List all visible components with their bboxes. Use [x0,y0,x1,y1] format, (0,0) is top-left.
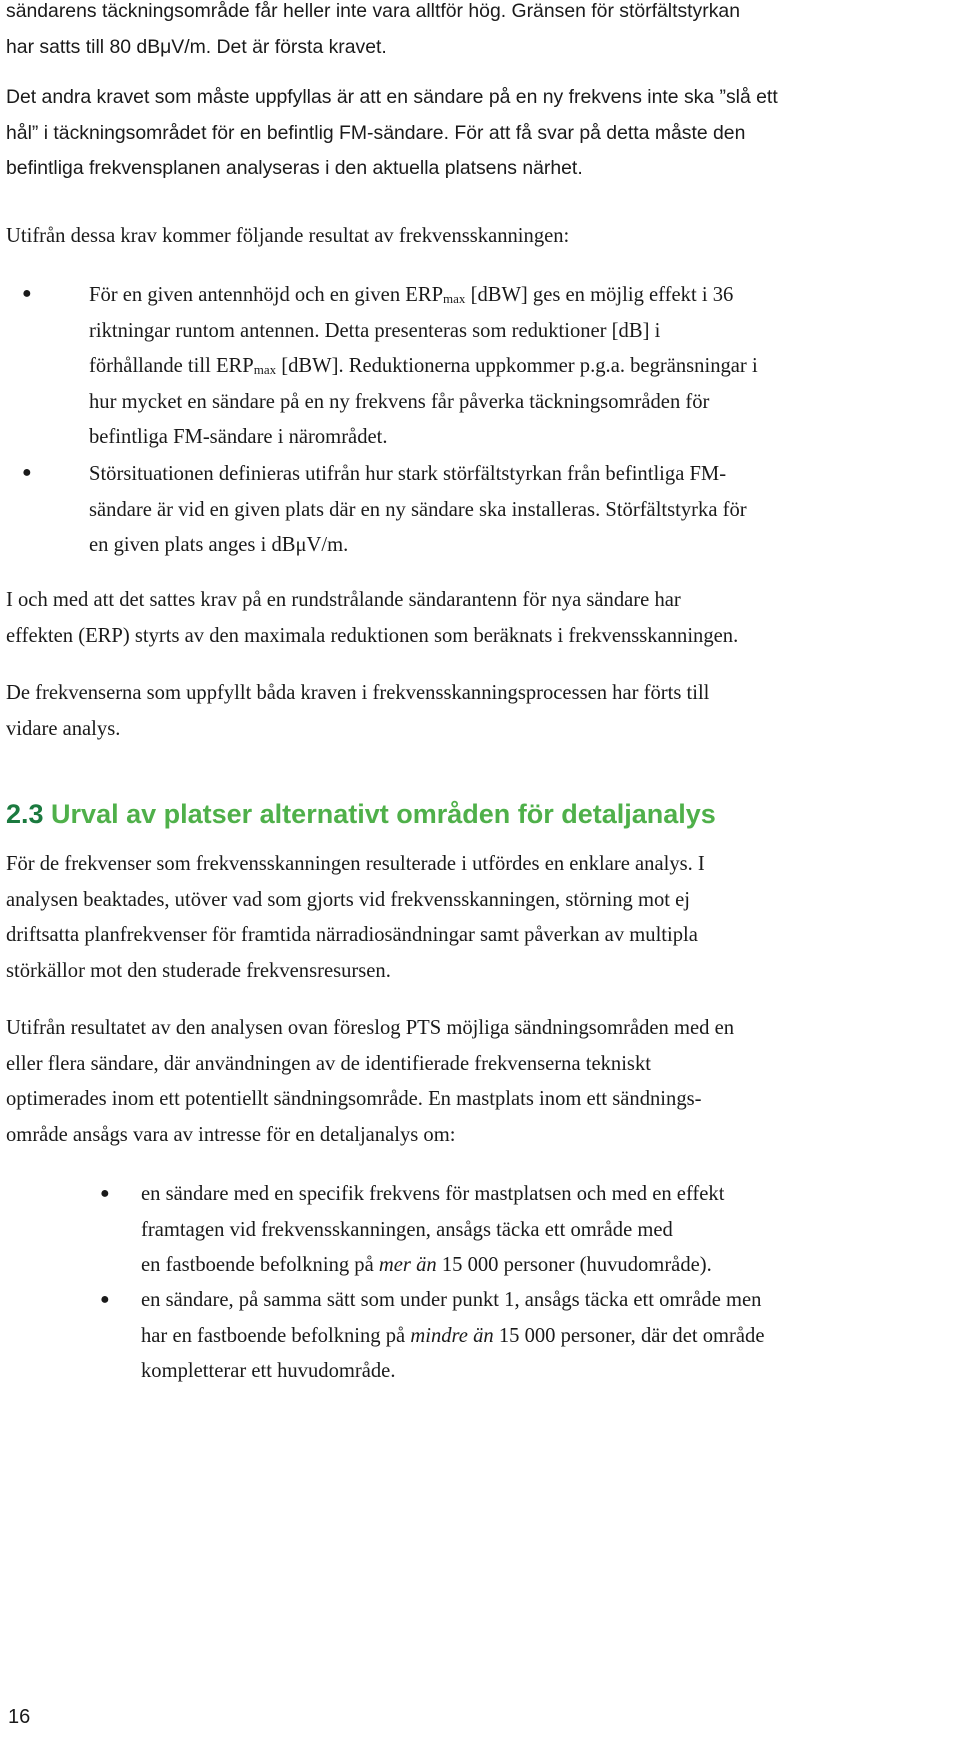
bullet-icon: ● [22,285,32,302]
list2-item2-line1: en sändare, på samma sätt som under punkt 1, ansågs täcka ett område men [141,1289,762,1311]
section-number: 2.3 [6,799,44,829]
p5-line-2: vidare analys. [6,717,121,740]
paragraph-7 [6,1011,941,1153]
erp-subscript: max [443,291,466,306]
bullet-icon: ● [100,1291,110,1308]
list1-item2-line3: en given plats anges i dBμV/m. [89,534,349,557]
paragraph-2 [6,80,941,187]
list2-item-2 [141,1283,941,1390]
p5-line-1: De frekvenserna som uppfyllt båda kraven i frekvensskanningsprocessen har förts till [6,682,710,704]
paragraph-1 [6,0,941,65]
list1-item1-line3b: [dBW]. Reduktionerna uppkommer p.g.a. begränsningar i [276,355,758,378]
p7-line-1: Utifrån resultatet av den analysen ovan föreslog PTS möjliga sändningsområden med en [6,1017,735,1039]
list2-item1-line1: en sändare med en specifik frekvens för mastplatsen och med en effekt [141,1183,725,1205]
paragraph-5 [6,676,941,747]
p1-line-1: sändarens täckningsområde får heller inte vara alltför hög. Gränsen för störfältstyrkan [6,0,740,22]
list1-item2-line1: Störsituationen definieras utifrån hur stark störfältstyrkan från befintliga FM- [89,463,727,485]
list2-item1-line2: framtagen vid frekvensskanningen, ansågs täcka ett område med [141,1218,673,1241]
list1-item2-line2: sändare är vid en given plats där en ny sändare ska installeras. Störfältstyrka för [89,498,747,521]
paragraph-3: Utifrån dessa krav kommer följande resultat av frekvensskanningen: [6,225,570,247]
p6-line-4: störkällor mot den studerade frekvensresursen. [6,959,391,982]
list1-item1-line2: riktningar runtom antennen. Detta presenteras som reduktioner [dB] i [89,319,661,342]
p7-line-3: optimerades inom ett potentiellt sändningsområde. En mastplats inom ett sändnings- [6,1088,702,1111]
erp-subscript: max [253,362,277,378]
p1-line-2: har satts till 80 dBμV/m. Det är första kravet. [6,35,387,58]
p7-line-4: område ansågs vara av intresse för en detaljanalys om: [6,1123,456,1146]
list2-item2-line3: kompletterar ett huvudområde. [141,1360,396,1383]
p2-line-2: hål” i täckningsområdet för en befintlig FM-sändare. [6,121,449,144]
p6-line-3: driftsatta planfrekvenser för framtida närradiosändningar samt påverkan av multipla [6,924,698,947]
list1-item1-line4: hur mycket en sändare på en ny frekvens får påverka täckningsområden för [89,390,710,413]
list1-item1-line1a: För en given antennhöjd och en given ERP [89,284,444,306]
p2-line-3: befintliga frekvensplanen analyseras i den aktuella platsens närhet. [6,157,583,180]
list1-item1-line1b: [dBW] ges en möjlig effekt i 36 [465,284,734,306]
p2-line-1: Det andra kravet som måste uppfyllas är att en sändare på en ny frekvens inte ska ”slå ett [6,86,778,108]
p2-line-2b: För att få svar på detta måste den [448,121,746,144]
p6-line-2: analysen beaktades, utöver vad som gjorts vid frekvensskanningen, störning mot ej [6,888,691,911]
section-title: Urval av platser alternativt områden för detaljanalys [43,799,716,829]
section-heading [6,797,716,831]
emphasis-more-than: mer än [378,1254,437,1277]
list2-item-1 [141,1177,941,1284]
paragraph-4 [6,583,941,654]
list1-item1-line3a: förhållande till ERP [89,355,254,378]
p7-line-2: eller flera sändare, där användningen av de identifierade frekvenserna tekniskt [6,1052,651,1075]
list2-item2-line2b: 15 000 personer, där det område [493,1324,765,1347]
list2-item2-line2a: har en fastboende befolkning på [141,1324,411,1347]
p6-line-1: För de frekvenser som frekvensskanningen resulterade i utfördes en enklare analys. I [6,853,705,875]
list1-item1-line5: befintliga FM-sändare i närområdet. [89,426,388,449]
list1-item-2 [89,457,939,564]
paragraph-6 [6,847,941,989]
page-number: 16 [8,1706,31,1728]
emphasis-less-than: mindre än [410,1324,494,1347]
bullet-icon: ● [100,1185,110,1202]
list2-item1-line3b: 15 000 personer (huvudområde). [436,1254,712,1277]
p4-line-1: I och med att det sattes krav på en rundstrålande sändarantenn för nya sändare har [6,589,681,611]
list2-item1-line3a: en fastboende befolkning på [141,1254,379,1277]
p4-line-2: effekten (ERP) styrts av den maximala reduktionen som beräknats i frekvensskanningen. [6,624,739,647]
bullet-icon: ● [22,464,32,481]
list1-item-1 [89,278,939,456]
